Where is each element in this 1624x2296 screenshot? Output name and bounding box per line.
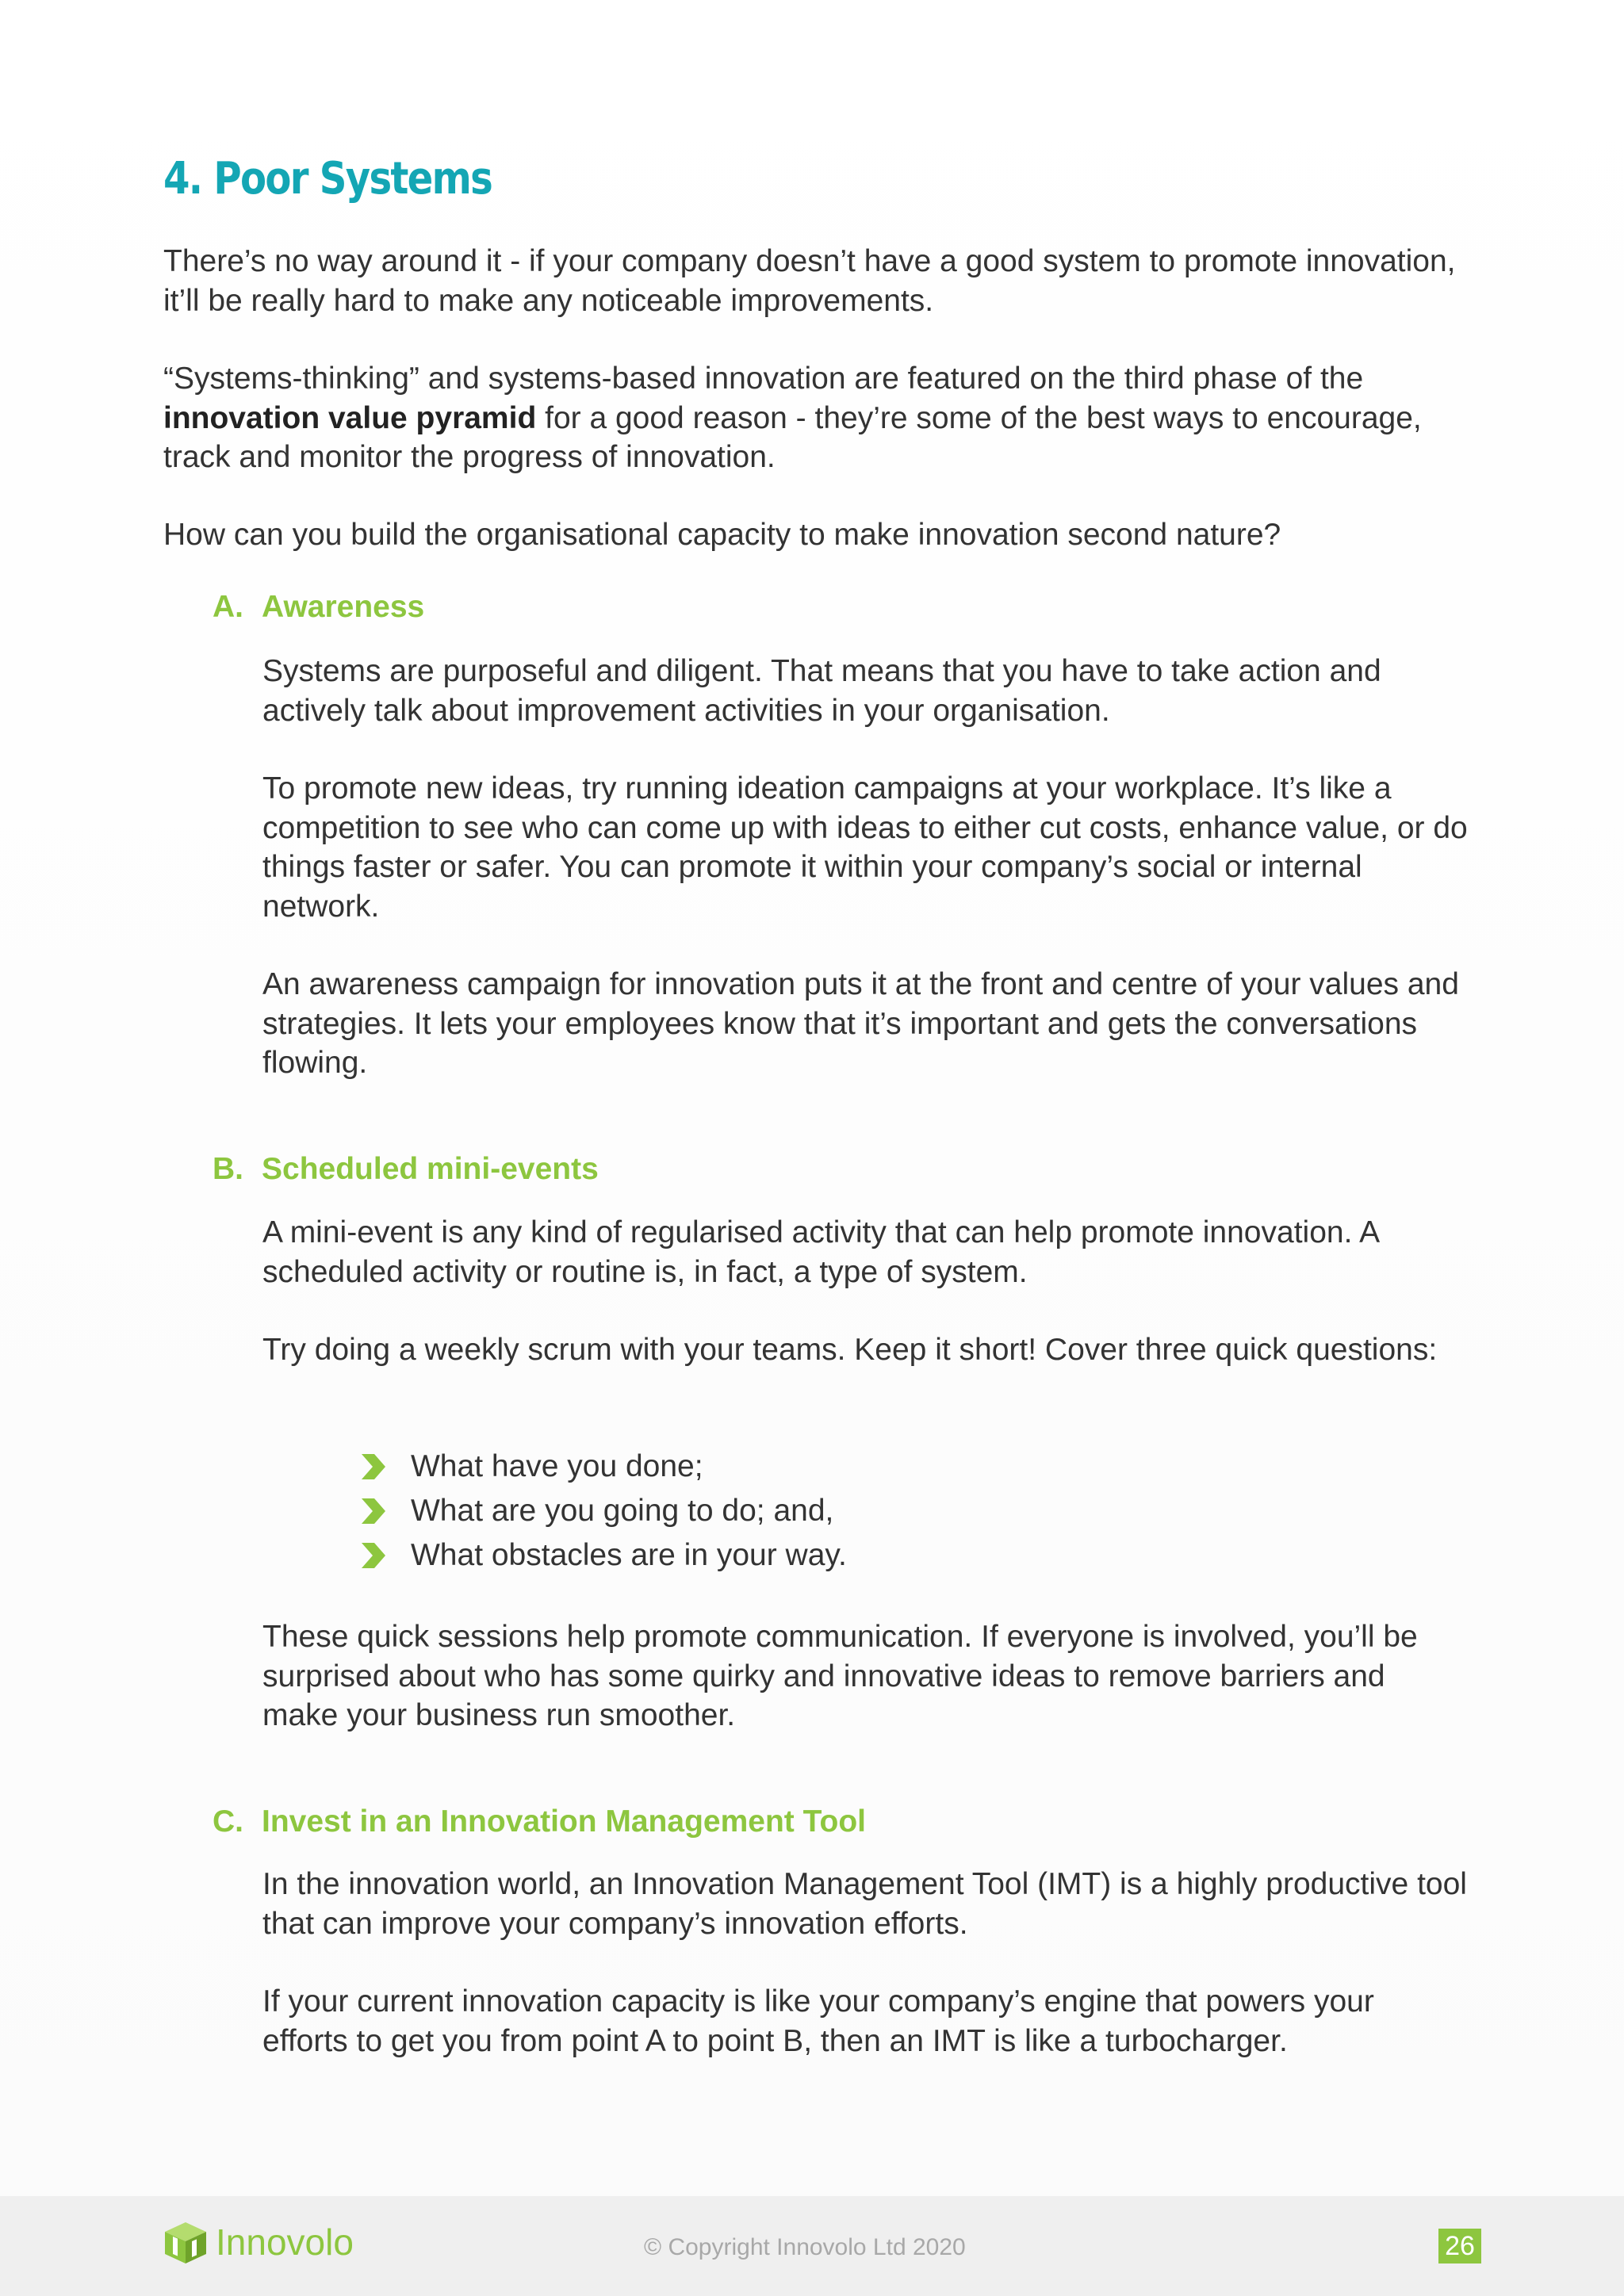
bullet-text: What obstacles are in your way. — [411, 1538, 847, 1572]
section-b-paragraph-2: Try doing a weekly scrum with your teams. Keep it short! Cover three quick questions: — [262, 1333, 1438, 1367]
section-b-paragraph-1: A mini-event is any kind of regularised activity that can help promote innovation. A scheduled activity or routine is, in fact, a type of system. — [262, 1215, 1378, 1289]
section-a-title: Awareness — [262, 590, 425, 624]
scrum-questions-list — [357, 1445, 847, 1578]
section-a-paragraph-3: An awareness campaign for innovation puts it at the front and centre of your values and strategies. It lets your employees know that it’s important and gets the conversations flowing. — [262, 967, 1459, 1080]
intro-paragraph-2 — [163, 359, 1480, 477]
section-a-paragraph-2: To promote new ideas, try running ideation campaigns at your workplace. It’s like a competition to see who can come up with ideas to either cut costs, enhance value, or do things faster or safer. You can promote it within your company’s social or internal network. — [262, 771, 1468, 924]
copyright-text: © Copyright Innovolo Ltd 2020 — [644, 2234, 966, 2260]
logo-text: Innovolo — [216, 2221, 354, 2263]
section-c-paragraph-2: If your current innovation capacity is like your company’s engine that powers your efforts to get you from point A to point B, then an IMT is like a turbocharger. — [262, 1984, 1374, 2058]
list-item — [357, 1489, 847, 1533]
section-a-letter: A. — [213, 590, 243, 624]
section-c-title: Invest in an Innovation Management Tool — [262, 1804, 867, 1839]
list-item — [357, 1445, 847, 1489]
intro-paragraph-2-lead: “Systems-thinking” and systems-based innovation are featured on the third phase of the — [163, 362, 1364, 396]
section-c-letter: C. — [213, 1804, 243, 1839]
section-c-heading — [213, 1804, 866, 1839]
section-c-paragraph-1: In the innovation world, an Innovation Management Tool (IMT) is a highly productive tool that can improve your company’s innovation efforts. — [262, 1867, 1467, 1941]
page-title: 4. Poor Systems — [163, 153, 492, 205]
intro-paragraph-2-tail: for a good reason - they’re some of the best ways to encourage, track and monitor the progress of innovation. — [163, 400, 1422, 474]
list-item — [357, 1533, 847, 1578]
chevron-right-icon — [357, 1451, 389, 1483]
bullet-text: What are you going to do; and, — [411, 1494, 834, 1528]
intro-paragraph-3: How can you build the organisational capacity to make innovation second nature? — [163, 518, 1281, 552]
innovation-value-pyramid-emphasis: innovation value pyramid — [163, 400, 537, 435]
section-a-paragraph-1: Systems are purposeful and diligent. That means that you have to take action and actively talk about improvement activities in your organisation. — [262, 654, 1381, 728]
section-b-heading — [213, 1152, 599, 1187]
innovolo-cube-logo-icon — [162, 2218, 209, 2267]
chevron-right-icon — [357, 1540, 389, 1571]
chevron-right-icon — [357, 1495, 389, 1527]
section-b-title: Scheduled mini-events — [262, 1152, 599, 1186]
bullet-text: What have you done; — [411, 1449, 703, 1483]
section-b-closing: These quick sessions help promote communication. If everyone is involved, you’ll be surprised about who has some quirky and innovative ideas to remove barriers and make your business run smoother. — [262, 1620, 1418, 1732]
innovolo-logo — [162, 2218, 354, 2267]
section-a-heading — [213, 590, 424, 625]
intro-paragraph-1: There’s no way around it - if your company doesn’t have a good system to promote innovation, it’ll be really hard to make any noticeable improvements. — [163, 244, 1456, 318]
page-number-badge: 26 — [1438, 2229, 1481, 2263]
section-b-letter: B. — [213, 1152, 243, 1186]
